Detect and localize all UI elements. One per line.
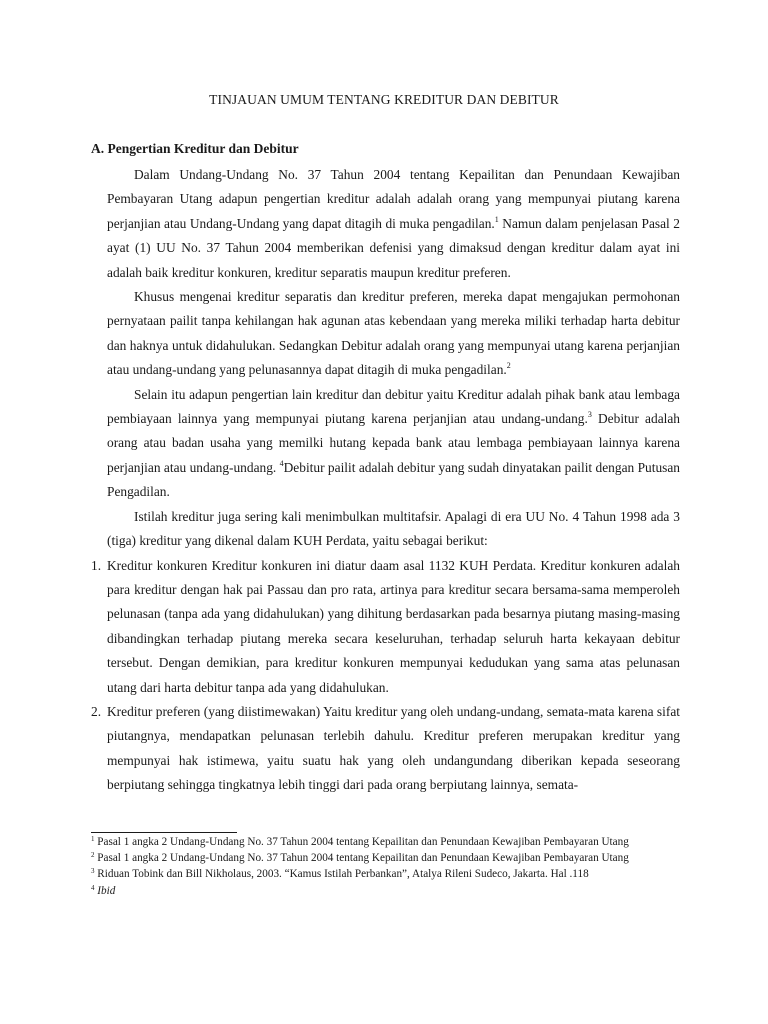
- footnote-1: [91, 836, 676, 849]
- paragraph-4: Istilah kreditur juga sering kali menimbulkan multitafsir. Apalagi di era UU No. 4 Tahun 1998 ada 3 (tiga) kreditur yang dikenal dalam KUH Perdata, yaitu sebagai berikut:: [107, 508, 680, 549]
- paragraph-1-text-b: Namun dalam penjelasan Pasal 2 ayat (1) UU No. 37 Tahun 2004 memberikan defenisi yang dimaksud dengan kreditur dalam ayat ini adalah baik kreditur konkuren, kreditur separatis maupun kreditur preferen.: [107, 215, 680, 280]
- section-heading: A. Pengertian Kreditur dan Debitur: [91, 141, 299, 156]
- list-item-number: 1.: [91, 557, 102, 573]
- footnote-mark: 3: [91, 867, 95, 876]
- footnote-4: [91, 885, 676, 898]
- paragraph-2-text: Khusus mengenai kreditur separatis dan kreditur preferen, mereka dapat mengajukan permohonan pernyataan pailit tanpa kehilangan hak agunan atas kebendaan yang mereka miliki terhadap harta debitur dan haknya untuk didahulukan. Sedangkan Debitur adalah orang yang mempunyai utang karena perjanjian atau undang-undang yang pelunasannya dapat ditagih di muka pengadilan.: [107, 289, 680, 378]
- list-item-text: Kreditur preferen (yang diistimewakan) Yaitu kreditur yang oleh undang-undang, semata-mata karena sifat piutangnya, mendapatkan pelunasan terlebih dahulu. Kreditur preferen merupakan kreditur yang mempunyai hak istimewa, yaitu suatu hak yang oleh undangundang diberikan kepada seseorang berpiutang sehingga tingkatnya lebih tinggi dari pada orang berpiutang lainnya, semata-: [107, 703, 680, 793]
- list-item-text: Kreditur konkuren Kreditur konkuren ini diatur daam asal 1132 KUH Perdata. Kreditur konkuren adalah para kreditur dengan hak pai Passau dan pro rata, artinya para kreditur secara bersama-sama memperoleh pelunasan (tanpa ada yang didahulukan) yang dihitung berdasarkan pada besarnya piutang masing-masing dibandingkan terhadap piutang mereka secara keseluruhan, terhadap seluruh harta kekayaan debitur tersebut. Dengan demikian, para kreditur konkuren mempunyai kedudukan yang sama atas pelunasan utang dari harta debitur tanpa ada yang didahulukan.: [107, 557, 680, 695]
- footnote-ref-2[interactable]: 2: [506, 361, 511, 371]
- paragraph-3-text-c: Debitur pailit adalah debitur yang sudah dinyatakan pailit dengan Putusan Pengadilan.: [107, 459, 680, 500]
- footnotes: [91, 836, 676, 901]
- paragraph-1-text-a: Dalam Undang-Undang No. 37 Tahun 2004 tentang Kepailitan dan Penundaan Kewajiban Pembayaran Utang adapun pengertian kreditur adalah adalah orang yang mempunyai piutang karena perjanjian atau Undang-Undang yang dapat ditagih di muka pengadilan.: [107, 167, 680, 231]
- footnote-text: Pasal 1 angka 2 Undang-Undang No. 37 Tahun 2004 tentang Kepailitan dan Penundaan Kewajiban Pembayaran Utang: [97, 836, 629, 848]
- footnote-mark: 1: [91, 835, 95, 843]
- paragraph-2: [107, 285, 680, 383]
- footnote-3: [91, 868, 676, 881]
- list-item: [91, 700, 680, 798]
- creditor-type-list: [91, 554, 680, 798]
- footnote-text: Riduan Tobink dan Bill Nikholaus, 2003. “Kamus Istilah Perbankan”, Atalya Rileni Sudeco, Jakarta. Hal .118: [97, 868, 589, 881]
- list-item-number: 2.: [91, 703, 102, 719]
- footnote-ref-3[interactable]: 3: [587, 410, 592, 420]
- paragraph-3-text-b: Debitur adalah orang atau badan usaha yang memilki hutang kepada bank atau lembaga pembiayaan lainnya karena perjanjian atau undang-undang.: [107, 411, 680, 475]
- document-title: TINJAUAN UMUM TENTANG KREDITUR DAN DEBITUR: [209, 92, 559, 107]
- paragraph-3: [107, 383, 680, 505]
- footnote-ref-4[interactable]: 4: [279, 458, 284, 468]
- footnote-mark: 4: [91, 883, 95, 892]
- footnote-mark: 2: [91, 851, 95, 860]
- footnote-separator: [91, 832, 237, 833]
- footnote-text: Pasal 1 angka 2 Undang-Undang No. 37 Tahun 2004 tentang Kepailitan dan Penundaan Kewajiban Pembayaran Utang: [97, 852, 629, 865]
- footnote-2: [91, 852, 676, 865]
- footnote-text: Ibid: [97, 884, 116, 897]
- list-item: [91, 554, 680, 700]
- paragraph-3-text-a: Selain itu adapun pengertian lain kreditur dan debitur yaitu Kreditur adalah pihak bank atau lembaga pembiayaan lainnya yang mempunyai piutang karena perjanjian atau undang-undang.: [107, 386, 680, 427]
- paragraph-1: [107, 163, 680, 285]
- footnote-ref-1[interactable]: 1: [494, 214, 499, 224]
- body-text: [91, 163, 680, 798]
